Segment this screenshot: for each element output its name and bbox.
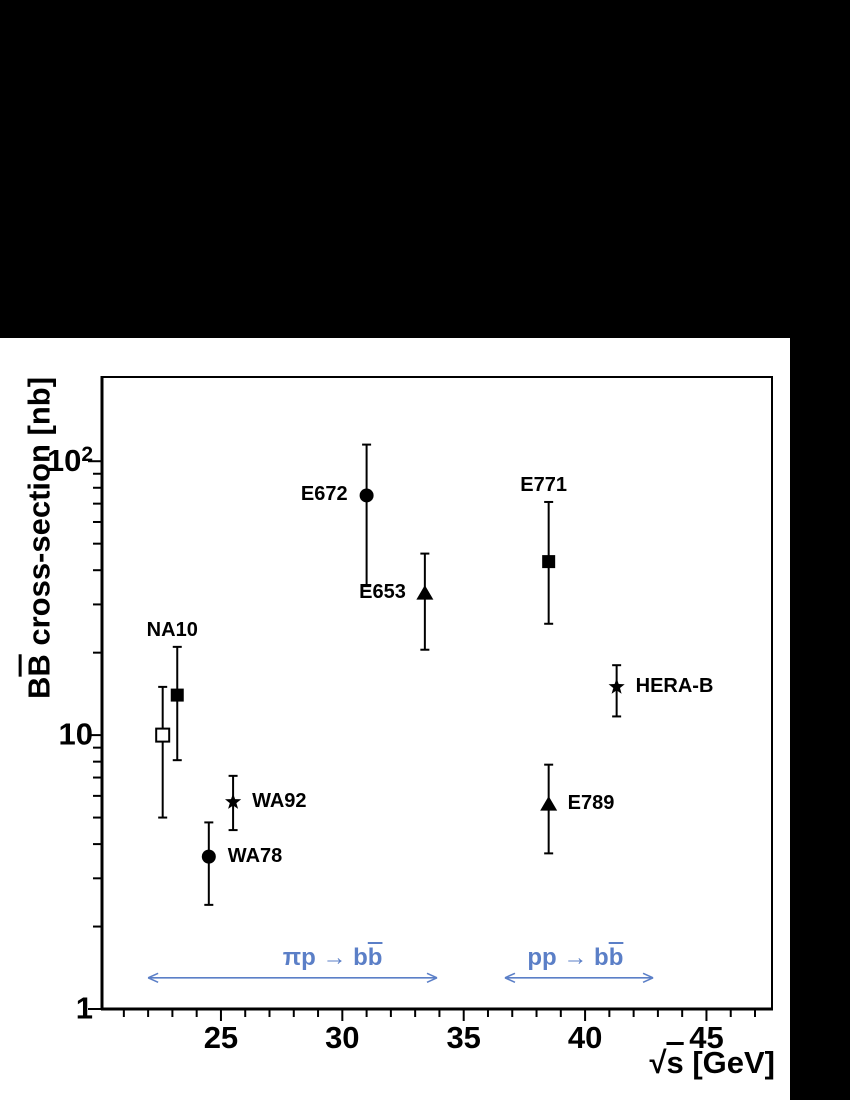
x-tick-label-45: 45 — [689, 1020, 724, 1055]
y-tick-label-100: $10^2$ — [46, 443, 93, 479]
point-wa92-label: WA92 — [252, 789, 307, 812]
x-axis-title: √s [GeV] — [649, 1045, 775, 1080]
y-axis-title: $B\overline{B}$ cross-section [nb] — [21, 376, 57, 700]
point-e653-label: E653 — [359, 581, 406, 604]
y-tick-label-1: 1 — [75, 990, 93, 1026]
point-hera-b-label: HERA-B — [635, 674, 714, 697]
x-tick-label-25: 25 — [203, 1020, 239, 1055]
x-tick-label-40: 40 — [567, 1020, 603, 1055]
point-e672-label: E672 — [300, 483, 348, 506]
y-tick-label-10: 10 — [58, 716, 93, 752]
x-tick-label-30: 30 — [325, 1020, 360, 1055]
point-wa78-label: WA78 — [227, 844, 283, 867]
point-e789-label: E789 — [567, 792, 615, 815]
point-na10-label: NA10 — [146, 618, 198, 641]
arrow-pip-range-label: $\pi p \to b\overline{b}$ — [282, 943, 383, 971]
x-tick-label-35: 35 — [446, 1020, 481, 1055]
arrow-pp-range-label: pp → $b\overline{b}$ — [527, 943, 624, 971]
point-e771-label: E771 — [520, 473, 568, 496]
